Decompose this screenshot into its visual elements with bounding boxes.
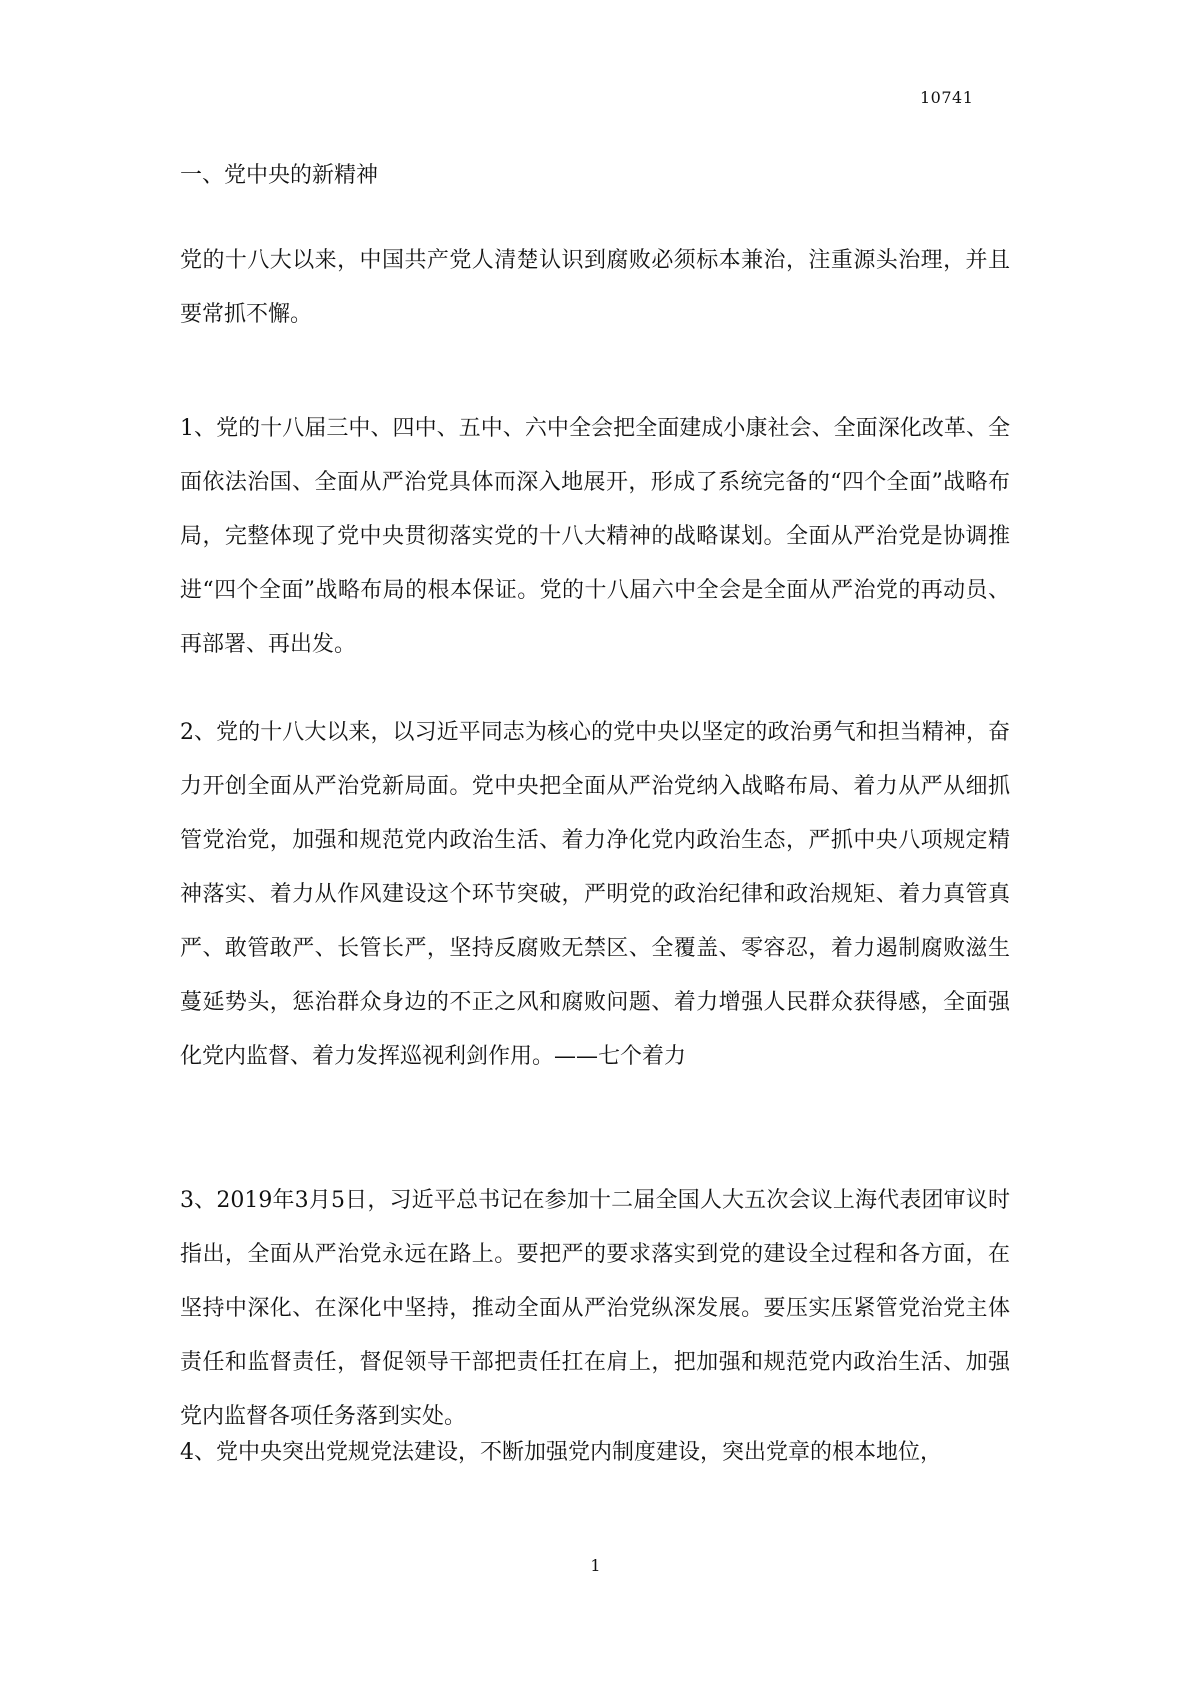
section-heading: 一、党中央的新精神 — [180, 163, 379, 188]
document-id: 10741 — [920, 88, 974, 107]
paragraph-item-3: 3、2019年3月5日，习近平总书记在参加十二届全国人大五次会议上海代表团审议时指出，全面从严治党永远在路上。要把严的要求落实到党的建设全过程和各方面，在坚持中深化、在深化中坚持，推动全面从严治党纵深发展。要压实压紧管党治党主体责任和监督责任，督促领导干部把责任扛在肩上，把加强和规范党内政治生活、加强党内监督各项任务落到实处。 — [180, 1188, 1010, 1429]
paragraph-item-4: 4、党中央突出党规党法建设，不断加强党内制度建设，突出党章的根本地位， — [180, 1440, 942, 1465]
paragraph-item-1: 1、党的十八届三中、四中、五中、六中全会把全面建成小康社会、全面深化改革、全面依法治国、全面从严治党具体而深入地展开，形成了系统完备的“四个全面”战略布局，完整体现了党中央贯彻落实党的十八大精神的战略谋划。全面从严治党是协调推进“四个全面”战略布局的根本保证。党的十八届六中全会是全面从严治党的再动员、再部署、再出发。 — [180, 416, 1010, 657]
page-number: 1 — [590, 1556, 601, 1575]
paragraph-intro: 党的十八大以来，中国共产党人清楚认识到腐败必须标本兼治，注重源头治理，并且要常抓不懈。 — [180, 248, 1010, 327]
paragraph-item-2: 2、党的十八大以来，以习近平同志为核心的党中央以坚定的政治勇气和担当精神，奋力开创全面从严治党新局面。党中央把全面从严治党纳入战略布局、着力从严从细抓管党治党，加强和规范党内政治生活、着力净化党内政治生态，严抓中央八项规定精神落实、着力从作风建设这个环节突破，严明党的政治纪律和政治规矩、着力真管真严、敢管敢严、长管长严，坚持反腐败无禁区、全覆盖、零容忍，着力遏制腐败滋生蔓延势头，惩治群众身边的不正之风和腐败问题、着力增强人民群众获得感，全面强化党内监督、着力发挥巡视利剑作用。——七个着力 — [180, 720, 1010, 1069]
